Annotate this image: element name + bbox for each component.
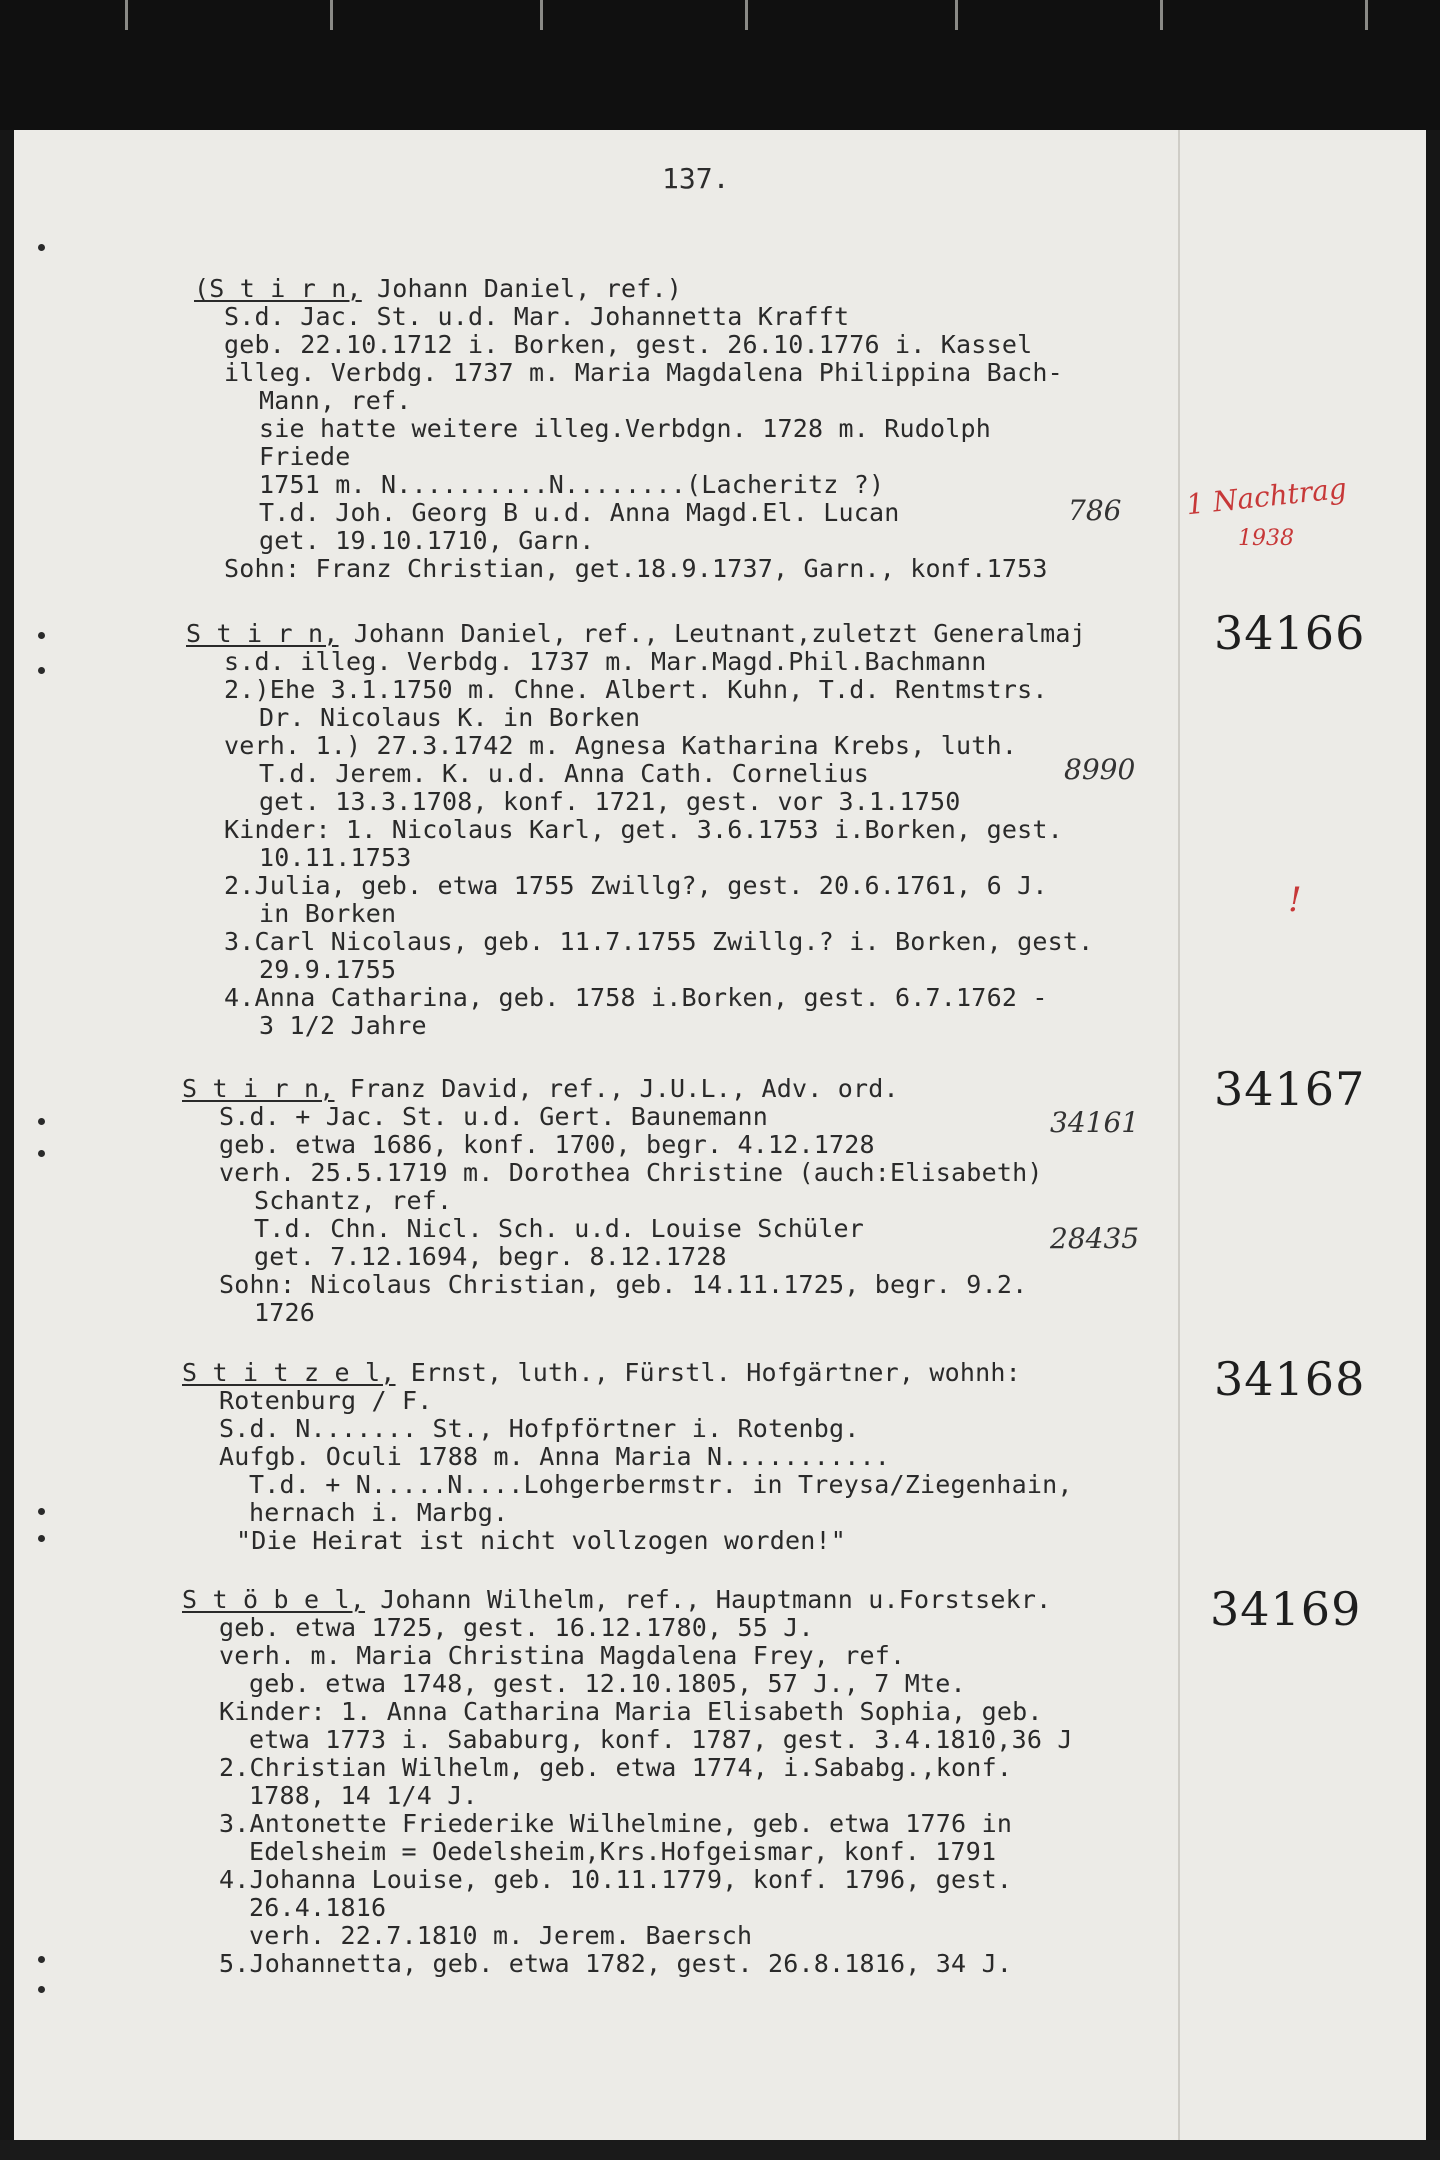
- film-tick: [745, 0, 748, 30]
- punch-hole: [38, 667, 45, 674]
- surname: S t i t z e l,: [182, 1358, 396, 1387]
- entry-line: 2.)Ehe 3.1.1750 m. Chne. Albert. Kuhn, T.d. Rentmstrs.: [224, 675, 1048, 704]
- entry-line: 1788, 14 1/4 J.: [249, 1781, 478, 1810]
- entry-line: S.d. Jac. St. u.d. Mar. Johannetta Krafft: [224, 302, 850, 331]
- entry-line: 2.Julia, geb. etwa 1755 Zwillg?, gest. 20.6.1761, 6 J.: [224, 871, 1048, 900]
- heading-rest: Johann Daniel, ref.): [361, 274, 683, 303]
- punch-hole: [38, 1118, 45, 1125]
- punch-hole: [38, 244, 45, 251]
- entry-line: Sohn: Franz Christian, get.18.9.1737, Garn., konf.1753: [224, 554, 1048, 583]
- entry-line: Schantz, ref.: [254, 1186, 453, 1215]
- reference-number: 34169: [1210, 1582, 1362, 1636]
- entry-line: Mann, ref.: [259, 386, 412, 415]
- entry-heading: [182, 1075, 899, 1103]
- punch-hole: [38, 1535, 45, 1542]
- heading-rest: Johann Daniel, ref., Leutnant,zuletzt Generalmaj: [338, 619, 1086, 648]
- entry-line: T.d. Joh. Georg B u.d. Anna Magd.El. Lucan: [259, 498, 900, 527]
- heading-rest: Franz David, ref., J.U.L., Adv. ord.: [334, 1074, 899, 1103]
- entry-line: Edelsheim = Oedelsheim,Krs.Hofgeismar, konf. 1791: [249, 1837, 997, 1866]
- entry-line: T.d. Chn. Nicl. Sch. u.d. Louise Schüler: [254, 1214, 865, 1243]
- entry-line: verh. m. Maria Christina Magdalena Frey, ref.: [219, 1641, 906, 1670]
- heading-rest: Johann Wilhelm, ref., Hauptmann u.Forstsekr.: [365, 1585, 1052, 1614]
- entry-line: 2.Christian Wilhelm, geb. etwa 1774, i.Sababg.,konf.: [219, 1753, 1013, 1782]
- film-tick: [1160, 0, 1163, 30]
- page-fold-line: [1178, 130, 1180, 2140]
- entry-line: get. 19.10.1710, Garn.: [259, 526, 595, 555]
- entry-heading: [182, 1359, 1021, 1387]
- entry-line: geb. 22.10.1712 i. Borken, gest. 26.10.1776 i. Kassel: [224, 330, 1033, 359]
- document-page: [14, 130, 1426, 2140]
- entry-line: geb. etwa 1725, gest. 16.12.1780, 55 J.: [219, 1613, 814, 1642]
- entry-line: Rotenburg / F.: [219, 1386, 433, 1415]
- entry-heading: [182, 1586, 1051, 1614]
- entry-line: geb. etwa 1686, konf. 1700, begr. 4.12.1728: [219, 1130, 875, 1159]
- punch-hole: [38, 1956, 45, 1963]
- entry-line: 4.Anna Catharina, geb. 1758 i.Borken, gest. 6.7.1762 -: [224, 983, 1048, 1012]
- entry-line: 29.9.1755: [259, 955, 397, 984]
- entry-line: "Die Heirat ist nicht vollzogen worden!": [236, 1526, 847, 1555]
- punch-hole: [38, 632, 45, 639]
- entry-line: Sohn: Nicolaus Christian, geb. 14.11.1725, begr. 9.2.: [219, 1270, 1028, 1299]
- entry-heading: [186, 620, 1086, 648]
- entry-line: 26.4.1816: [249, 1893, 387, 1922]
- film-tick: [125, 0, 128, 30]
- film-tick: [955, 0, 958, 30]
- heading-rest: Ernst, luth., Fürstl. Hofgärtner, wohnh:: [395, 1358, 1021, 1387]
- entry-line: 3.Antonette Friederike Wilhelmine, geb. etwa 1776 in: [219, 1809, 1013, 1838]
- entry-line: verh. 25.5.1719 m. Dorothea Christine (auch:Elisabeth): [219, 1158, 1043, 1187]
- entry-line: verh. 22.7.1810 m. Jerem. Baersch: [249, 1921, 753, 1950]
- punch-hole: [38, 1986, 45, 1993]
- handwritten-note-red: !: [1288, 880, 1302, 920]
- entry-line: sie hatte weitere illeg.Verbdgn. 1728 m. Rudolph: [259, 414, 992, 443]
- page-number: 137.: [662, 162, 730, 195]
- entry-line: Kinder: 1. Anna Catharina Maria Elisabeth Sophia, geb.: [219, 1697, 1043, 1726]
- entry-heading: [194, 275, 682, 303]
- entry-line: 1751 m. N..........N........(Lacheritz ?): [259, 470, 885, 499]
- entry-line: T.d. Jerem. K. u.d. Anna Cath. Cornelius: [259, 759, 870, 788]
- entry-line: Aufgb. Oculi 1788 m. Anna Maria N...........: [219, 1442, 891, 1471]
- handwritten-note: 28435: [1050, 1222, 1140, 1255]
- entry-line: 1726: [254, 1298, 316, 1327]
- handwritten-note-red: 1938: [1238, 526, 1294, 551]
- film-tick: [540, 0, 543, 30]
- film-tick: [1365, 0, 1368, 30]
- entry-line: 3 1/2 Jahre: [259, 1011, 427, 1040]
- entry-line: T.d. + N.....N....Lohgerbermstr. in Treysa/Ziegenhain,: [249, 1470, 1073, 1499]
- entry-line: geb. etwa 1748, gest. 12.10.1805, 57 J., 7 Mte.: [249, 1669, 966, 1698]
- handwritten-note: 8990: [1064, 753, 1136, 786]
- entry-line: 5.Johannetta, geb. etwa 1782, gest. 26.8.1816, 34 J.: [219, 1949, 1013, 1978]
- entry-line: in Borken: [259, 899, 397, 928]
- entry-line: 4.Johanna Louise, geb. 10.11.1779, konf. 1796, gest.: [219, 1865, 1013, 1894]
- entry-line: hernach i. Marbg.: [249, 1498, 509, 1527]
- handwritten-note: 34161: [1050, 1106, 1140, 1139]
- film-strip-top: [0, 0, 1440, 130]
- film-strip-bottom: [0, 2140, 1440, 2160]
- entry-line: 3.Carl Nicolaus, geb. 11.7.1755 Zwillg.? i. Borken, gest.: [224, 927, 1094, 956]
- entry-line: Dr. Nicolaus K. in Borken: [259, 703, 641, 732]
- handwritten-note-red: 1 Nachtrag: [1184, 471, 1349, 522]
- entry-line: S.d. + Jac. St. u.d. Gert. Baunemann: [219, 1102, 769, 1131]
- entry-line: Friede: [259, 442, 351, 471]
- entry-line: etwa 1773 i. Sababurg, konf. 1787, gest. 3.4.1810,36 J: [249, 1725, 1073, 1754]
- entry-line: get. 13.3.1708, konf. 1721, gest. vor 3.1.1750: [259, 787, 961, 816]
- punch-hole: [38, 1508, 45, 1515]
- reference-number: 34166: [1214, 606, 1366, 660]
- entry-line: s.d. illeg. Verbdg. 1737 m. Mar.Magd.Phil.Bachmann: [224, 647, 987, 676]
- surname: S t i r n,: [186, 619, 339, 648]
- entry-line: illeg. Verbdg. 1737 m. Maria Magdalena Philippina Bach-: [224, 358, 1063, 387]
- surname: (S t i r n,: [194, 274, 362, 303]
- entry-line: get. 7.12.1694, begr. 8.12.1728: [254, 1242, 727, 1271]
- reference-number: 34168: [1214, 1352, 1366, 1406]
- surname: S t i r n,: [182, 1074, 335, 1103]
- entry-line: Kinder: 1. Nicolaus Karl, get. 3.6.1753 i.Borken, gest.: [224, 815, 1063, 844]
- reference-number: 34167: [1214, 1062, 1366, 1116]
- entry-line: S.d. N....... St., Hofpförtner i. Rotenbg.: [219, 1414, 860, 1443]
- film-tick: [330, 0, 333, 30]
- surname: S t ö b e l,: [182, 1585, 366, 1614]
- entry-line: verh. 1.) 27.3.1742 m. Agnesa Katharina Krebs, luth.: [224, 731, 1018, 760]
- entry-line: 10.11.1753: [259, 843, 412, 872]
- handwritten-note: 786: [1068, 494, 1122, 527]
- punch-hole: [38, 1150, 45, 1157]
